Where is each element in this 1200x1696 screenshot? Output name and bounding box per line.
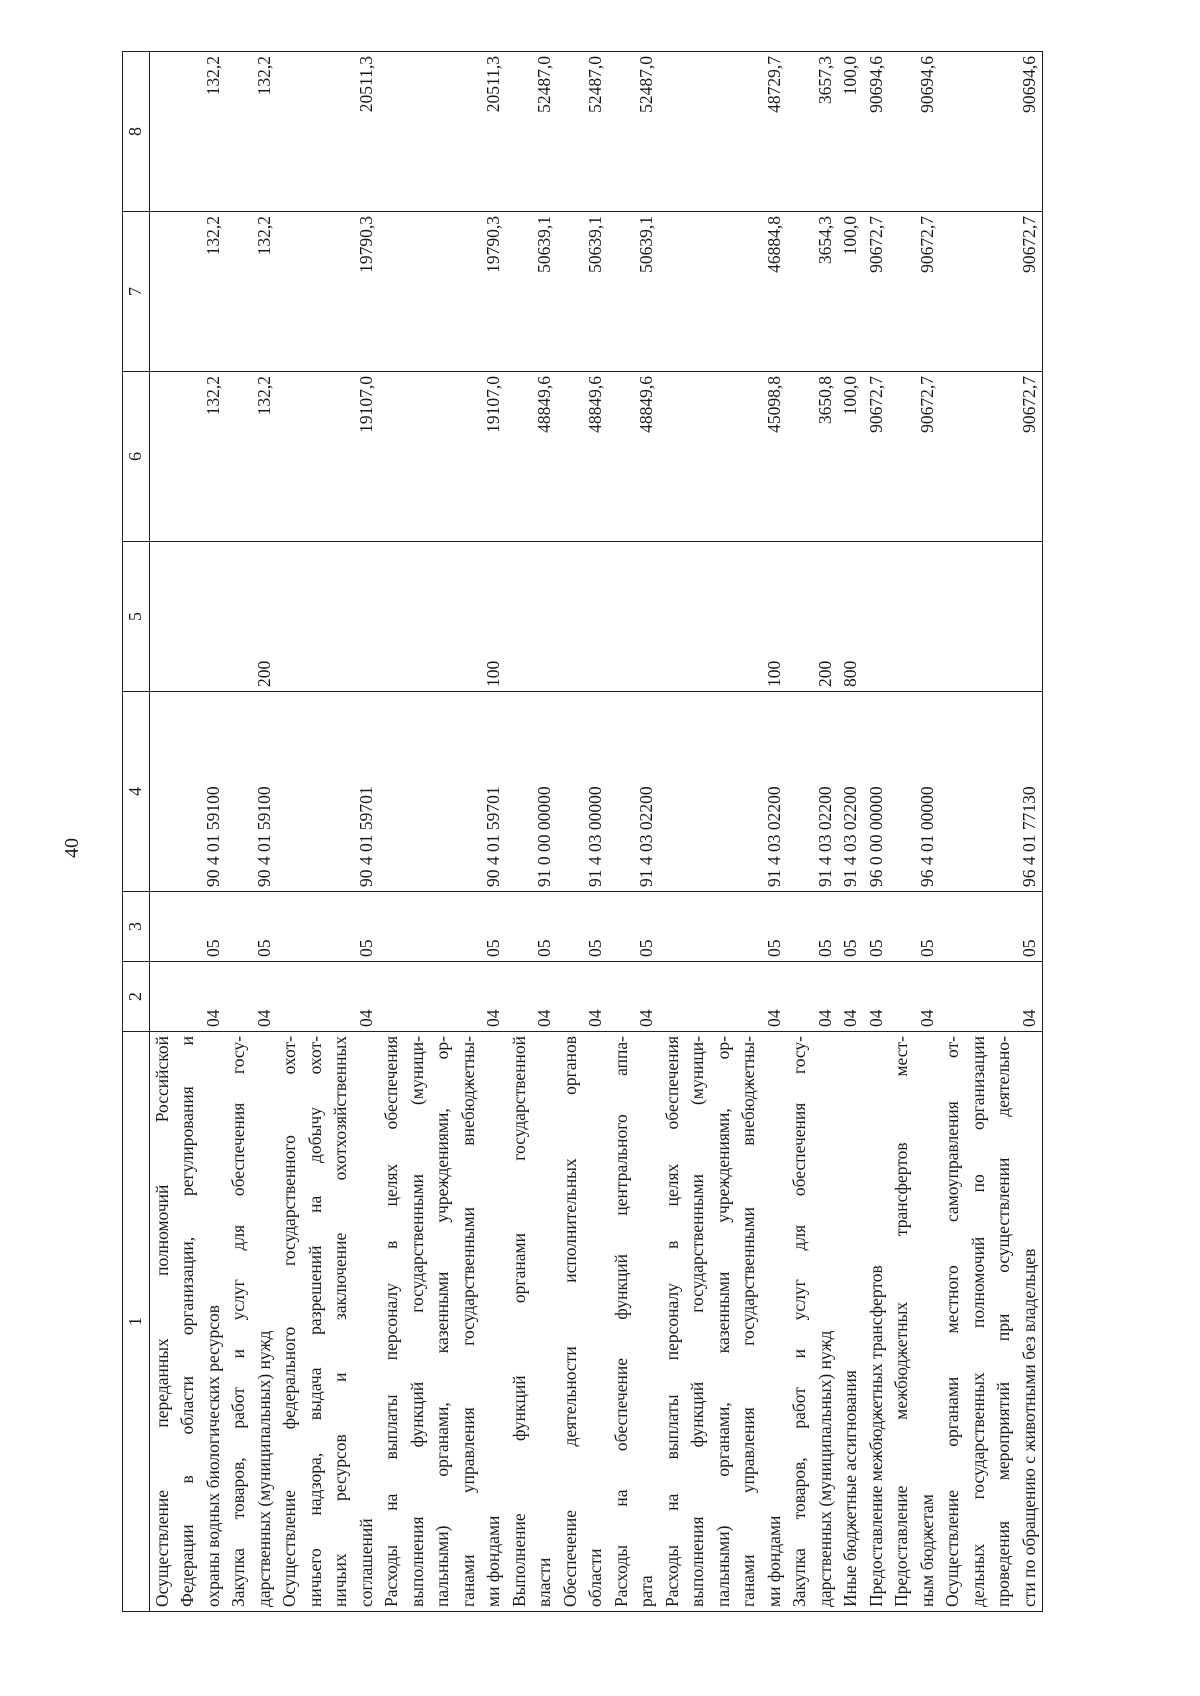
- cell-value-col7: 19790,3: [379, 212, 507, 372]
- cell-item-name: [660, 1032, 788, 1612]
- cell-subsection: 05: [277, 892, 379, 962]
- cell-item-name: [149, 1032, 226, 1612]
- cell-expense-type: [507, 542, 558, 692]
- cell-section: 04: [940, 962, 1043, 1032]
- header-col-3: 3: [123, 892, 150, 962]
- cell-target-code: 90 4 01 59701: [277, 692, 379, 892]
- cell-value-col7: 50639,1: [609, 212, 660, 372]
- table-row: [838, 52, 864, 1612]
- cell-section: 04: [277, 962, 379, 1032]
- header-col-7: 7: [123, 212, 150, 372]
- item-name-line: ганами управления государственными внебюджетны-: [457, 1036, 478, 1607]
- cell-value-col8: 132,2: [226, 52, 277, 212]
- cell-value-col8: 90694,6: [889, 52, 940, 212]
- cell-target-code: 96 4 01 77130: [940, 692, 1043, 892]
- cell-value-col6: 90672,7: [889, 372, 940, 542]
- cell-value-col6: 90672,7: [940, 372, 1043, 542]
- table-row: [864, 52, 890, 1612]
- cell-value-col7: 46884,8: [660, 212, 788, 372]
- cell-expense-type: [149, 542, 226, 692]
- header-col-4: 4: [123, 692, 150, 892]
- cell-value-col8: 20511,3: [277, 52, 379, 212]
- cell-value-col7: 132,2: [226, 212, 277, 372]
- item-name-line: Выполнение функций органами государственной: [508, 1036, 529, 1607]
- cell-value-col6: 90672,7: [864, 372, 890, 542]
- cell-value-col7: 90672,7: [864, 212, 890, 372]
- item-name-line: Расходы на обеспечение функций центрального аппа-: [610, 1036, 631, 1607]
- cell-value-col8: 90694,6: [864, 52, 890, 212]
- item-name-line: сти по обращению с животными без владельцев: [1018, 1248, 1039, 1607]
- table-row: [889, 52, 940, 1612]
- cell-value-col7: 100,0: [838, 212, 864, 372]
- cell-subsection: 05: [149, 892, 226, 962]
- item-name-line: Закупка товаров, работ и услуг для обеспечения госу-: [789, 1036, 809, 1607]
- cell-section: 04: [787, 962, 838, 1032]
- cell-expense-type: [889, 542, 940, 692]
- cell-value-col6: 19107,0: [277, 372, 379, 542]
- item-name-line: пальными) органами, казенными учреждениями, ор-: [712, 1036, 733, 1607]
- table-row: [787, 52, 838, 1612]
- cell-item-name: [889, 1032, 940, 1612]
- cell-value-col6: 48849,6: [507, 372, 558, 542]
- cell-item-name: [379, 1032, 507, 1612]
- cell-value-col8: 90694,6: [940, 52, 1043, 212]
- cell-value-col7: 3654,3: [787, 212, 838, 372]
- cell-subsection: 05: [838, 892, 864, 962]
- cell-value-col6: 100,0: [838, 372, 864, 542]
- item-name-line: Закупка товаров, работ и услуг для обеспечения госу-: [228, 1036, 248, 1607]
- cell-expense-type: 200: [226, 542, 277, 692]
- item-name-line: Предоставление межбюджетных трансфертов: [865, 1265, 886, 1607]
- item-name-line: Расходы на выплаты персоналу в целях обеспечения: [381, 1036, 401, 1607]
- table-body: [149, 52, 1043, 1612]
- cell-value-col7: 90672,7: [889, 212, 940, 372]
- cell-value-col6: 19107,0: [379, 372, 507, 542]
- cell-value-col7: 19790,3: [277, 212, 379, 372]
- cell-value-col8: 52487,0: [558, 52, 609, 212]
- item-name-line: Обеспечение деятельности исполнительных органов: [559, 1036, 580, 1607]
- cell-value-col8: 3657,3: [787, 52, 838, 212]
- item-name-line: Осуществление федерального государственного охот-: [279, 1036, 299, 1607]
- header-col-2: 2: [123, 962, 150, 1032]
- item-name-line: Федерации в области организации, регулирования и: [177, 1036, 197, 1607]
- header-col-1: 1: [123, 1032, 150, 1612]
- cell-section: 04: [379, 962, 507, 1032]
- item-name-line: Иные бюджетные ассигнования: [840, 1370, 860, 1607]
- cell-expense-type: [277, 542, 379, 692]
- item-name-line: области: [585, 1548, 605, 1607]
- cell-item-name: [787, 1032, 838, 1612]
- cell-target-code: 90 4 01 59701: [379, 692, 507, 892]
- cell-item-name: [558, 1032, 609, 1612]
- cell-expense-type: 800: [838, 542, 864, 692]
- item-name-line: дарственных (муниципальных) нужд: [814, 1330, 835, 1607]
- cell-value-col7: 50639,1: [558, 212, 609, 372]
- cell-expense-type: 100: [379, 542, 507, 692]
- cell-item-name: [864, 1032, 890, 1612]
- table-row: [507, 52, 558, 1612]
- item-name-line: проведения мероприятий при осуществлении деятельно-: [993, 1036, 1013, 1607]
- table-row: [277, 52, 379, 1612]
- item-name-line: выполнения функций государственными (муници-: [406, 1036, 427, 1607]
- cell-value-col8: 52487,0: [507, 52, 558, 212]
- item-name-line: ганами управления государственными внебюджетны-: [738, 1036, 758, 1607]
- item-name-line: ным бюджетам: [916, 1494, 937, 1607]
- cell-item-name: [838, 1032, 864, 1612]
- item-name-line: дельных государственных полномочий по организации: [967, 1036, 988, 1607]
- cell-section: 04: [149, 962, 226, 1032]
- cell-subsection: 05: [864, 892, 890, 962]
- cell-section: 04: [838, 962, 864, 1032]
- item-name-line: Расходы на выплаты персоналу в целях обеспечения: [661, 1036, 682, 1607]
- budget-table: [122, 51, 1043, 1612]
- cell-subsection: 05: [787, 892, 838, 962]
- cell-expense-type: 100: [660, 542, 788, 692]
- table-header-row: [123, 52, 150, 1612]
- cell-value-col8: 48729,7: [660, 52, 788, 212]
- cell-item-name: [277, 1032, 379, 1612]
- cell-subsection: 05: [558, 892, 609, 962]
- cell-value-col6: 48849,6: [609, 372, 660, 542]
- cell-section: 04: [507, 962, 558, 1032]
- item-name-line: дарственных (муниципальных) нужд: [253, 1330, 274, 1607]
- page-number: 40: [61, 838, 83, 858]
- cell-target-code: 91 0 00 00000: [507, 692, 558, 892]
- cell-target-code: 91 4 03 02200: [609, 692, 660, 892]
- cell-expense-type: [940, 542, 1043, 692]
- header-col-5: 5: [123, 542, 150, 692]
- cell-value-col6: 48849,6: [558, 372, 609, 542]
- rotated-page-content: [122, 52, 1072, 1612]
- cell-item-name: [609, 1032, 660, 1612]
- item-name-line: ничьих ресурсов и заключение охотхозяйственных: [330, 1036, 350, 1607]
- item-name-line: ми фондами: [483, 1515, 503, 1607]
- item-name-line: ми фондами: [763, 1515, 784, 1607]
- cell-value-col7: 132,2: [149, 212, 226, 372]
- cell-item-name: [940, 1032, 1043, 1612]
- cell-section: 04: [889, 962, 940, 1032]
- cell-expense-type: [558, 542, 609, 692]
- cell-target-code: 91 4 03 02200: [838, 692, 864, 892]
- cell-value-col6: 3650,8: [787, 372, 838, 542]
- table-row: [940, 52, 1043, 1612]
- cell-value-col6: 132,2: [149, 372, 226, 542]
- cell-subsection: 05: [226, 892, 277, 962]
- cell-value-col6: 132,2: [226, 372, 277, 542]
- header-col-8: 8: [123, 52, 150, 212]
- item-name-line: Предоставление межбюджетных трансфертов мест-: [891, 1036, 911, 1607]
- cell-expense-type: 200: [787, 542, 838, 692]
- cell-section: 04: [660, 962, 788, 1032]
- item-name-line: ничьего надзора, выдача разрешений на добычу охот-: [304, 1036, 325, 1607]
- cell-target-code: 91 4 03 02200: [660, 692, 788, 892]
- cell-section: 04: [226, 962, 277, 1032]
- item-name-line: соглашений: [355, 1518, 376, 1607]
- table-row: [609, 52, 660, 1612]
- table-row: [660, 52, 788, 1612]
- cell-expense-type: [864, 542, 890, 692]
- cell-value-col8: 52487,0: [609, 52, 660, 212]
- cell-subsection: 05: [507, 892, 558, 962]
- table-row: [226, 52, 277, 1612]
- cell-subsection: 05: [379, 892, 507, 962]
- cell-subsection: 05: [889, 892, 940, 962]
- table-row: [558, 52, 609, 1612]
- item-name-line: Осуществление переданных полномочий Российской: [151, 1036, 172, 1607]
- cell-value-col8: 132,2: [149, 52, 226, 212]
- item-name-line: рата: [636, 1575, 656, 1607]
- cell-target-code: 90 4 01 59100: [226, 692, 277, 892]
- cell-target-code: 91 4 03 00000: [558, 692, 609, 892]
- cell-target-code: 90 4 01 59100: [149, 692, 226, 892]
- item-name-line: Осуществление органами местного самоуправления от-: [942, 1036, 962, 1607]
- table-row: [379, 52, 507, 1612]
- cell-value-col7: 50639,1: [507, 212, 558, 372]
- cell-expense-type: [609, 542, 660, 692]
- cell-value-col8: 100,0: [838, 52, 864, 212]
- cell-subsection: 05: [609, 892, 660, 962]
- cell-item-name: [226, 1032, 277, 1612]
- cell-item-name: [507, 1032, 558, 1612]
- cell-target-code: 96 4 01 00000: [889, 692, 940, 892]
- item-name-line: выполнения функций государственными (муници-: [687, 1036, 707, 1607]
- table-row: [149, 52, 226, 1612]
- cell-value-col7: 90672,7: [940, 212, 1043, 372]
- cell-target-code: 91 4 03 02200: [787, 692, 838, 892]
- cell-target-code: 96 0 00 00000: [864, 692, 890, 892]
- cell-value-col8: 20511,3: [379, 52, 507, 212]
- cell-section: 04: [864, 962, 890, 1032]
- cell-section: 04: [558, 962, 609, 1032]
- cell-section: 04: [609, 962, 660, 1032]
- header-col-6: 6: [123, 372, 150, 542]
- item-name-line: пальными) органами, казенными учреждениями, ор-: [432, 1036, 452, 1607]
- item-name-line: охраны водных биологических ресурсов: [202, 1305, 223, 1607]
- cell-subsection: 05: [660, 892, 788, 962]
- cell-subsection: 05: [940, 892, 1043, 962]
- cell-value-col6: 45098,8: [660, 372, 788, 542]
- item-name-line: власти: [534, 1557, 554, 1607]
